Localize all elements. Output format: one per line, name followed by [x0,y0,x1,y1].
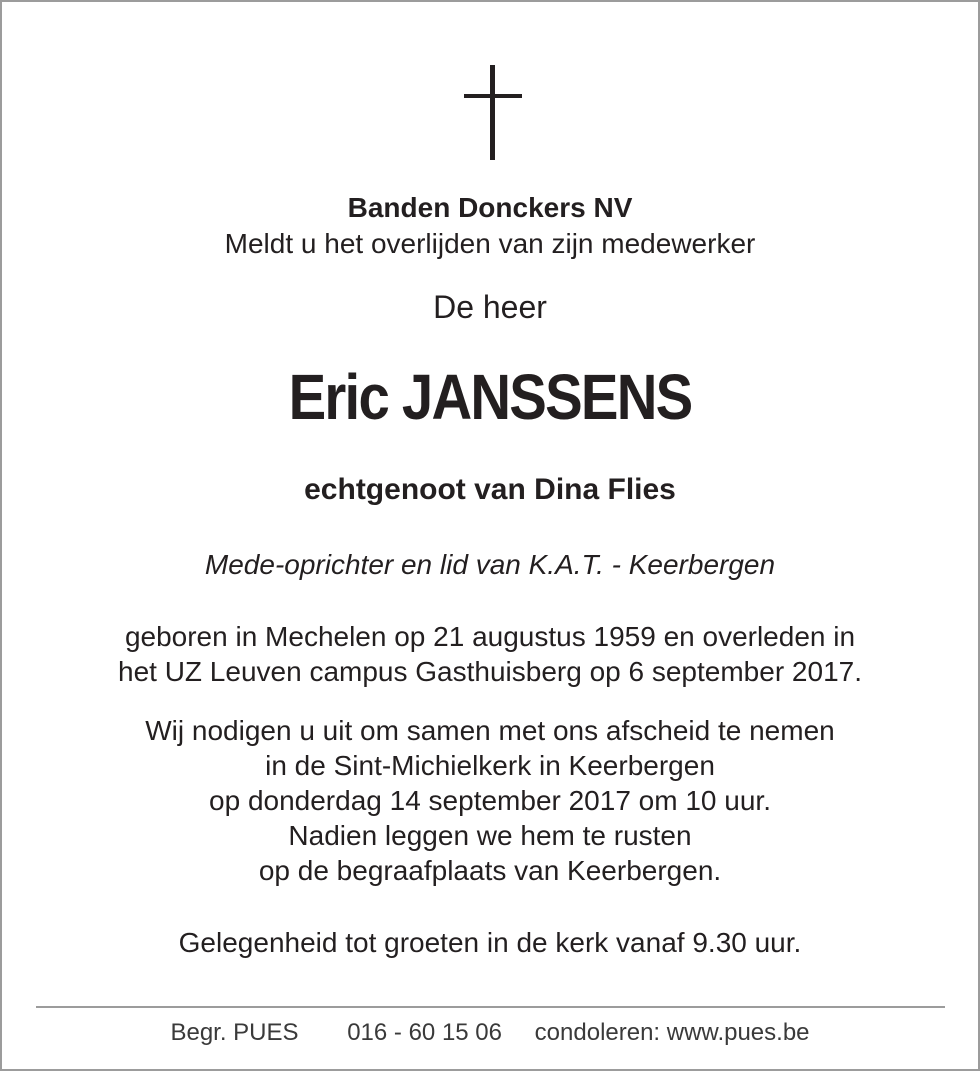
birth-line: geboren in Mechelen op 21 augustus 1959 en overleden in [124,621,856,652]
cross-icon [464,65,522,160]
role-line: Mede-oprichter en lid van K.A.T. - Keerbergen [204,549,776,580]
condolences-link[interactable]: condoleren: www.pues.be [534,1019,810,1046]
footer [2,1018,978,1048]
cross-horizontal-bar [464,94,522,98]
birth-death-paragraph [2,619,978,689]
greeting-line: Gelegenheid tot groeten in de kerk vanaf 9.30 uur. [178,927,802,958]
undertaker-name: Begr. PUES [170,1019,299,1046]
spouse-line: echtgenoot van Dina Flies [304,473,676,506]
company-name: Banden Donckers NV [347,192,633,223]
deceased-name: Eric JANSSENS [288,361,692,433]
footer-divider [36,1006,945,1008]
announcement-text: Meldt u het overlijden van zijn medewerker [224,228,756,259]
invitation-paragraph [2,713,978,888]
invitation-line: op de begraafplaats van Keerbergen. [258,855,722,886]
invitation-line: op donderdag 14 september 2017 om 10 uur. [209,785,771,816]
invitation-line: in de Sint-Michielkerk in Keerbergen [265,750,715,781]
salutation: De heer [433,289,547,325]
cross-vertical-bar [490,65,495,160]
invitation-line: Nadien leggen we hem te rusten [288,820,692,851]
death-line: het UZ Leuven campus Gasthuisberg op 6 september 2017. [118,656,862,687]
undertaker-phone: 016 - 60 15 06 [347,1019,502,1046]
invitation-line: Wij nodigen u uit om samen met ons afscheid te nemen [145,715,835,746]
